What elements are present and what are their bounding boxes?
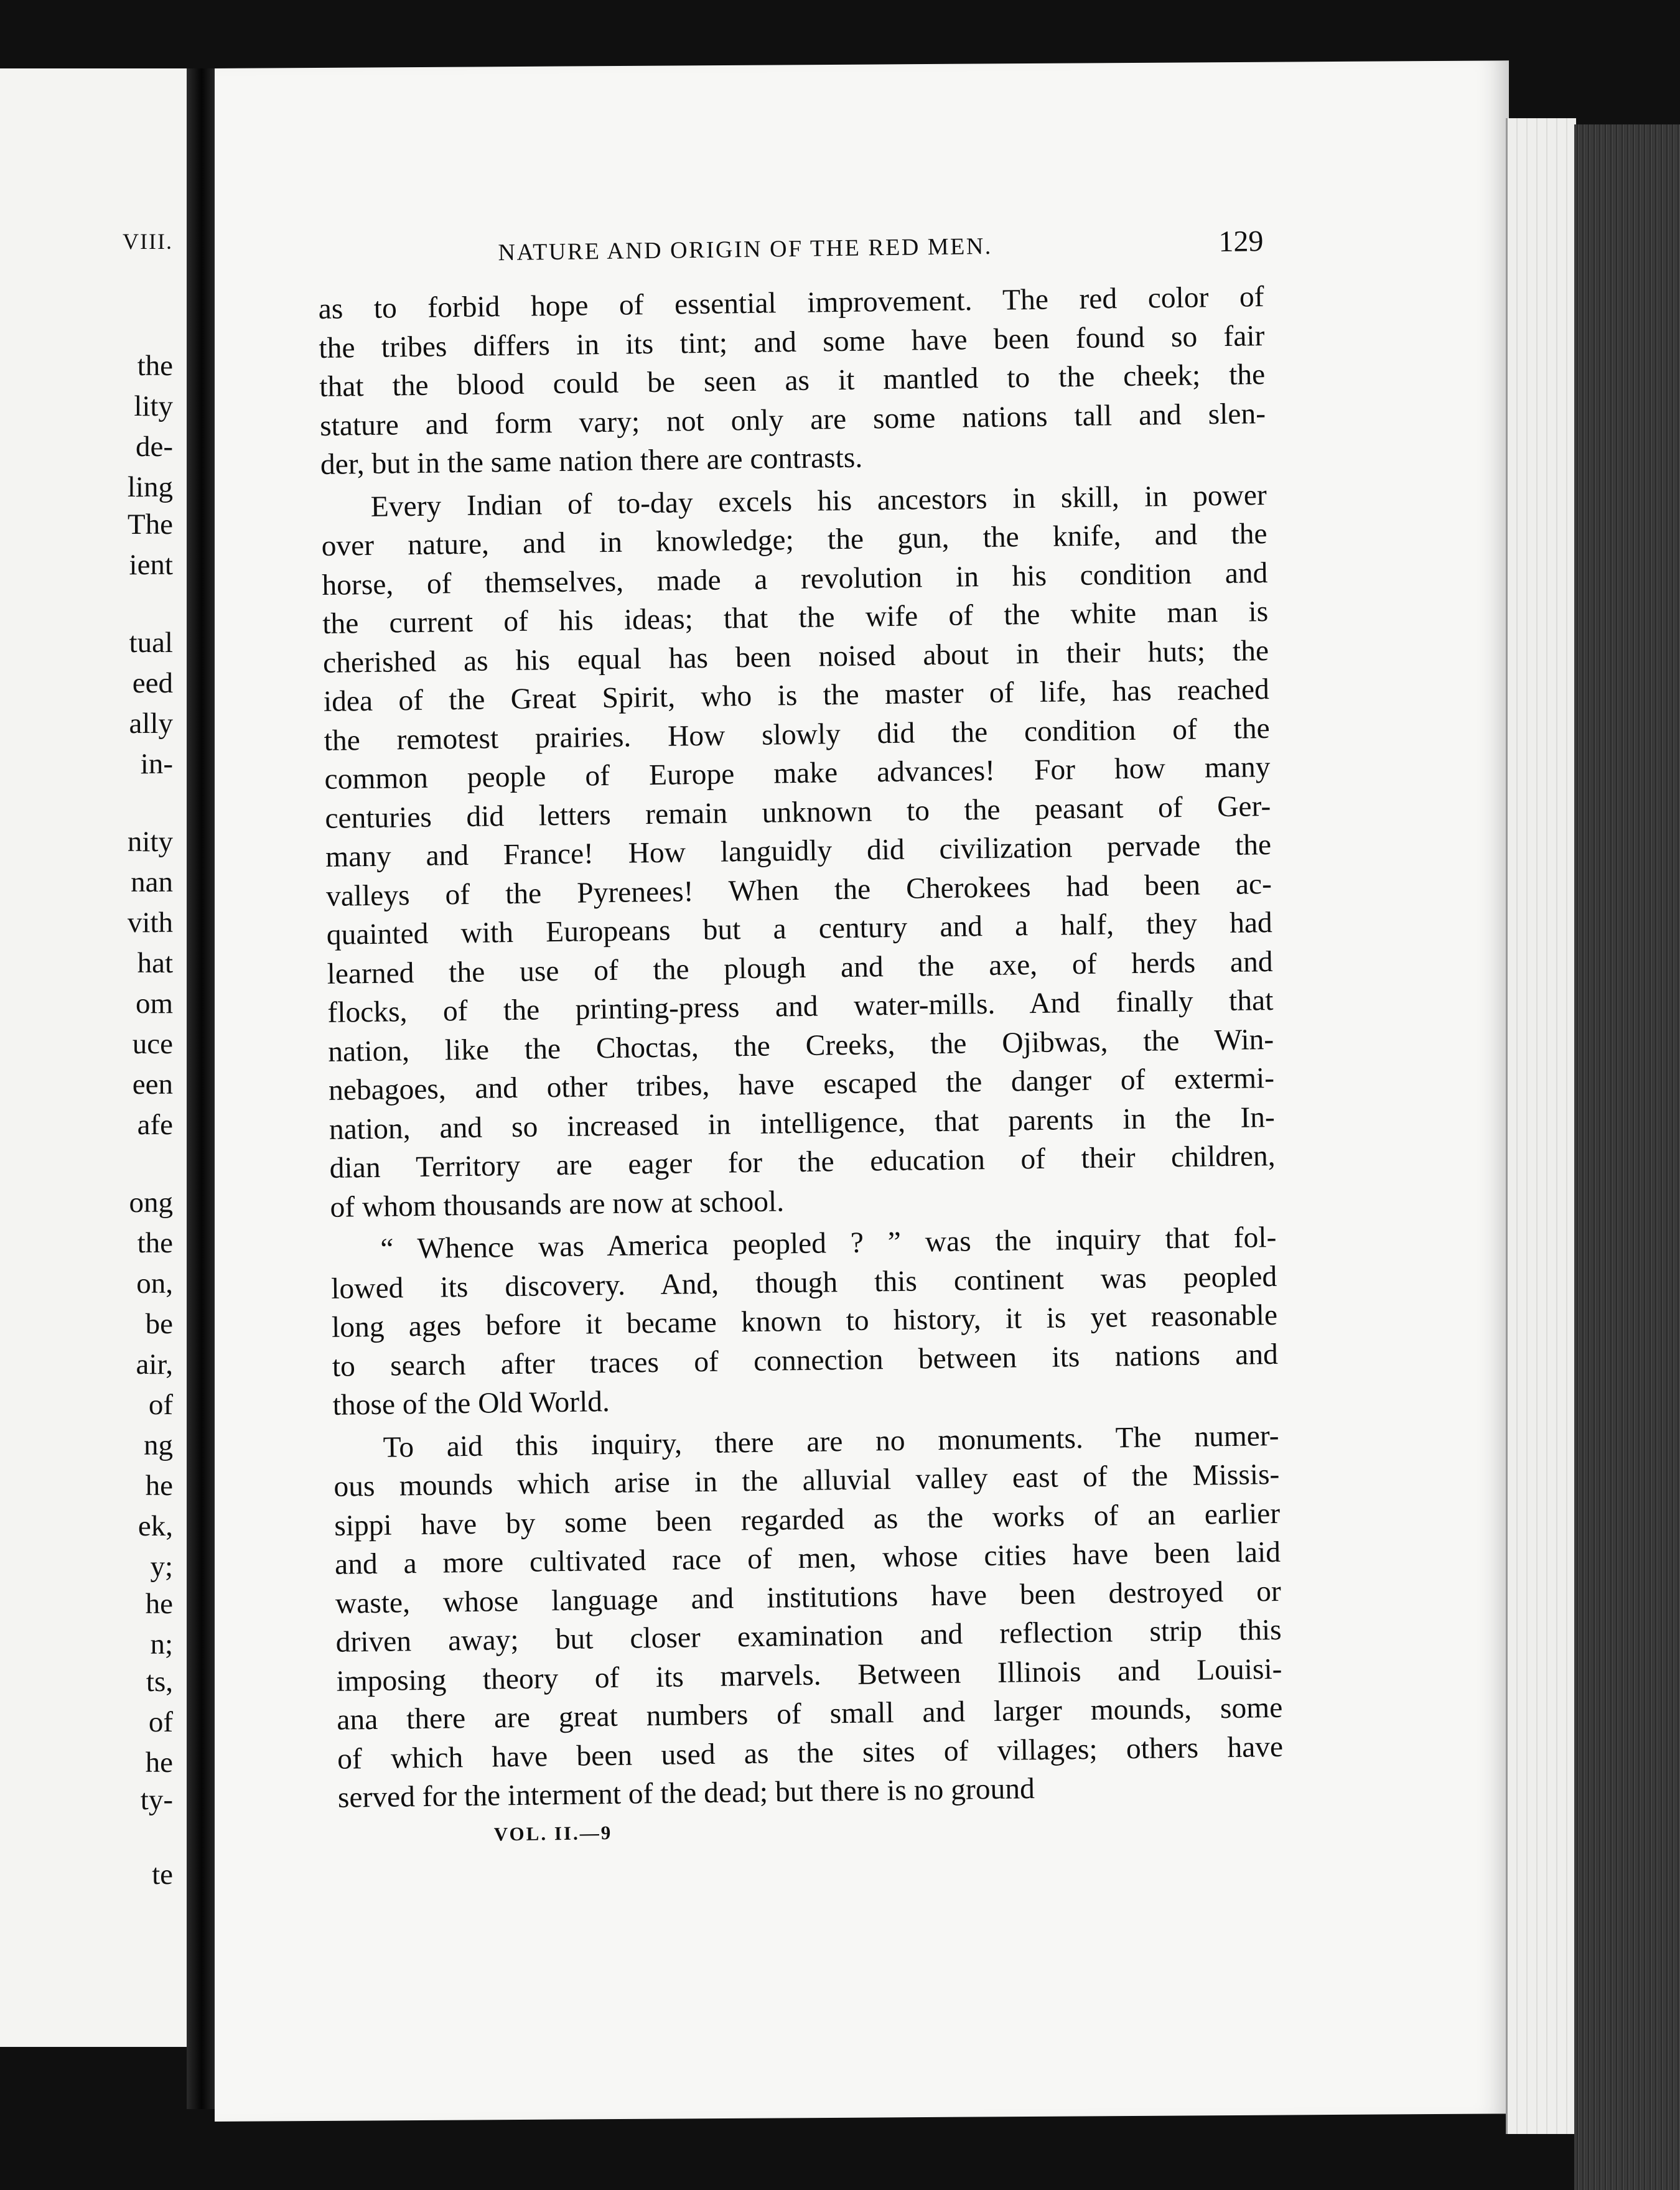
text-line: those of the Old World. — [332, 1386, 610, 1422]
text-line: Every Indian of to-day excels his ancestors in skill, in power — [370, 478, 1267, 523]
text-line: der, but in the same nation there are contrasts. — [320, 441, 863, 481]
text-line: lowed its discovery. And, though this continent was peopled — [330, 1260, 1277, 1305]
text-line: and a more cultivated race of men, whose cities have been laid — [334, 1535, 1281, 1581]
facing-page-fragment: air, — [136, 1348, 173, 1381]
facing-page-left — [0, 68, 212, 2047]
facing-page-fragment: The — [127, 508, 173, 541]
facing-page-fragment: ek, — [138, 1510, 173, 1542]
signature-mark: VOL. II.—9 — [493, 1821, 613, 1845]
paragraph — [330, 1218, 1279, 1425]
text-line: ous mounds which arise in the alluvial valley east of the Missis- — [334, 1458, 1280, 1503]
facing-page-fragment: of — [148, 1706, 173, 1738]
facing-page-fragment: on, — [136, 1267, 173, 1300]
facing-page-fragment: ong — [129, 1186, 173, 1219]
text-line: the remotest prairies. How slowly did the condition of the — [324, 712, 1270, 757]
facing-page-fragment: nan — [131, 866, 173, 898]
text-line: ana there are great numbers of small and larger mounds, some — [337, 1691, 1283, 1736]
facing-page-fragment: ng — [144, 1429, 173, 1461]
facing-page-fragment: de- — [135, 431, 173, 463]
facing-page-fragment: lity — [134, 390, 173, 422]
page-content — [317, 218, 1284, 1847]
text-line: valleys of the Pyrenees! When the Cherokees had been ac- — [325, 867, 1272, 913]
text-line: over nature, and in knowledge; the gun, the knife, and the — [321, 518, 1267, 562]
facing-page-fragment: y; — [150, 1550, 173, 1583]
paragraph — [320, 476, 1276, 1227]
body-text — [318, 277, 1284, 1817]
text-line: sippi have by some been regarded as the works of an earlier — [334, 1497, 1281, 1542]
text-line: idea of the Great Spirit, who is the master of life, has reached — [323, 673, 1270, 718]
facing-page-fragment: ts, — [146, 1666, 173, 1698]
text-line: learned the use of the plough and the axe, of herds and — [327, 945, 1273, 990]
facing-page-fragment: n; — [150, 1628, 173, 1661]
facing-page-fragment: ty- — [140, 1784, 173, 1816]
text-line: stature and form vary; not only are some nations tall and slen- — [319, 397, 1266, 442]
facing-page-fragment: vith — [127, 906, 173, 939]
text-line: dian Territory are eager for the education of their children, — [329, 1139, 1276, 1185]
facing-page-fragment: ient — [129, 549, 173, 581]
text-line: long ages before it became known to history, it is yet reasonable — [331, 1298, 1278, 1344]
facing-page-fragment: hat — [137, 947, 173, 979]
text-line: flocks, of the printing-press and water-mills. And finally that — [327, 984, 1274, 1029]
text-line: to search after traces of connection between its nations and — [332, 1338, 1279, 1383]
facing-page-fragment: be — [145, 1308, 173, 1340]
facing-page-fragment: in- — [140, 748, 173, 780]
text-line: as to forbid hope of essential improvement. The red color of — [318, 281, 1264, 325]
text-line: To aid this inquiry, there are no monuments. The numer- — [383, 1419, 1279, 1464]
paragraph — [318, 277, 1266, 484]
text-line: imposing theory of its marvels. Between Illinois and Louisi- — [336, 1652, 1282, 1698]
text-line: nation, and so increased in intelligence, that parents in the In- — [329, 1101, 1276, 1146]
book-gutter — [187, 68, 217, 2109]
text-line: that the blood could be seen as it mantled to the cheek; the — [319, 358, 1266, 403]
facing-page-fragment: he — [145, 1588, 173, 1620]
facing-page-fragment: the — [137, 350, 173, 382]
facing-page-fragment: he — [145, 1470, 173, 1502]
text-line: of whom thousands are now at school. — [330, 1185, 785, 1224]
running-head: NATURE AND ORIGIN OF THE RED MEN. — [498, 233, 993, 266]
facing-page-fragment: uce — [132, 1028, 173, 1060]
text-line: quainted with Europeans but a century and a half, they had — [326, 906, 1273, 951]
text-line: nebagoes, and other tribes, have escaped the danger of extermi- — [328, 1061, 1275, 1107]
book-fore-edge — [1574, 124, 1680, 2190]
page-stack-edges — [1506, 118, 1576, 2134]
text-line: many and France! How languidly did civilization pervade the — [325, 829, 1272, 874]
text-line: common people of Europe make advances! For how many — [324, 751, 1271, 796]
text-line: served for the interment of the dead; but there is no ground — [337, 1773, 1035, 1814]
text-line: cherished as his equal has been noised about in their huts; the — [322, 634, 1269, 679]
text-line: centuries did letters remain unknown to the peasant of Ger- — [325, 790, 1271, 835]
facing-page-fragment: he — [145, 1746, 173, 1779]
facing-page-fragment: tual — [129, 627, 173, 659]
facing-page-fragment: te — [152, 1858, 173, 1891]
facing-page-fragment: om — [135, 987, 173, 1020]
facing-page-fragment: nity — [127, 826, 173, 858]
text-line: waste, whose language and institutions have been destroyed or — [335, 1575, 1282, 1620]
text-line: the current of his ideas; that the wife of the white man is — [322, 595, 1269, 640]
text-line: “ Whence was America peopled ? ” was the inquiry that fol- — [380, 1221, 1277, 1265]
text-line: driven away; but closer examination and reflection strip this — [335, 1613, 1282, 1659]
facing-page-fragment: ling — [127, 471, 173, 503]
text-line: the tribes differs in its tint; and some have been found so fair — [319, 319, 1265, 365]
text-line: nation, like the Choctas, the Creeks, the Ojibwas, the Win- — [327, 1023, 1274, 1068]
facing-page-fragment: of — [148, 1389, 173, 1421]
paragraph — [333, 1416, 1284, 1817]
text-line: horse, of themselves, made a revolution in his condition and — [322, 556, 1268, 602]
facing-page-fragment: ally — [129, 707, 173, 740]
text-line: of which have been used as the sites of villages; others have — [337, 1730, 1284, 1776]
facing-page-fragment: afe — [137, 1109, 173, 1141]
facing-page-fragment: VIII. — [123, 229, 173, 254]
page-number: 129 — [1218, 225, 1264, 259]
facing-page-fragment: eed — [132, 667, 173, 699]
facing-page-fragment: een — [132, 1068, 173, 1101]
facing-page-fragment: the — [137, 1227, 173, 1259]
